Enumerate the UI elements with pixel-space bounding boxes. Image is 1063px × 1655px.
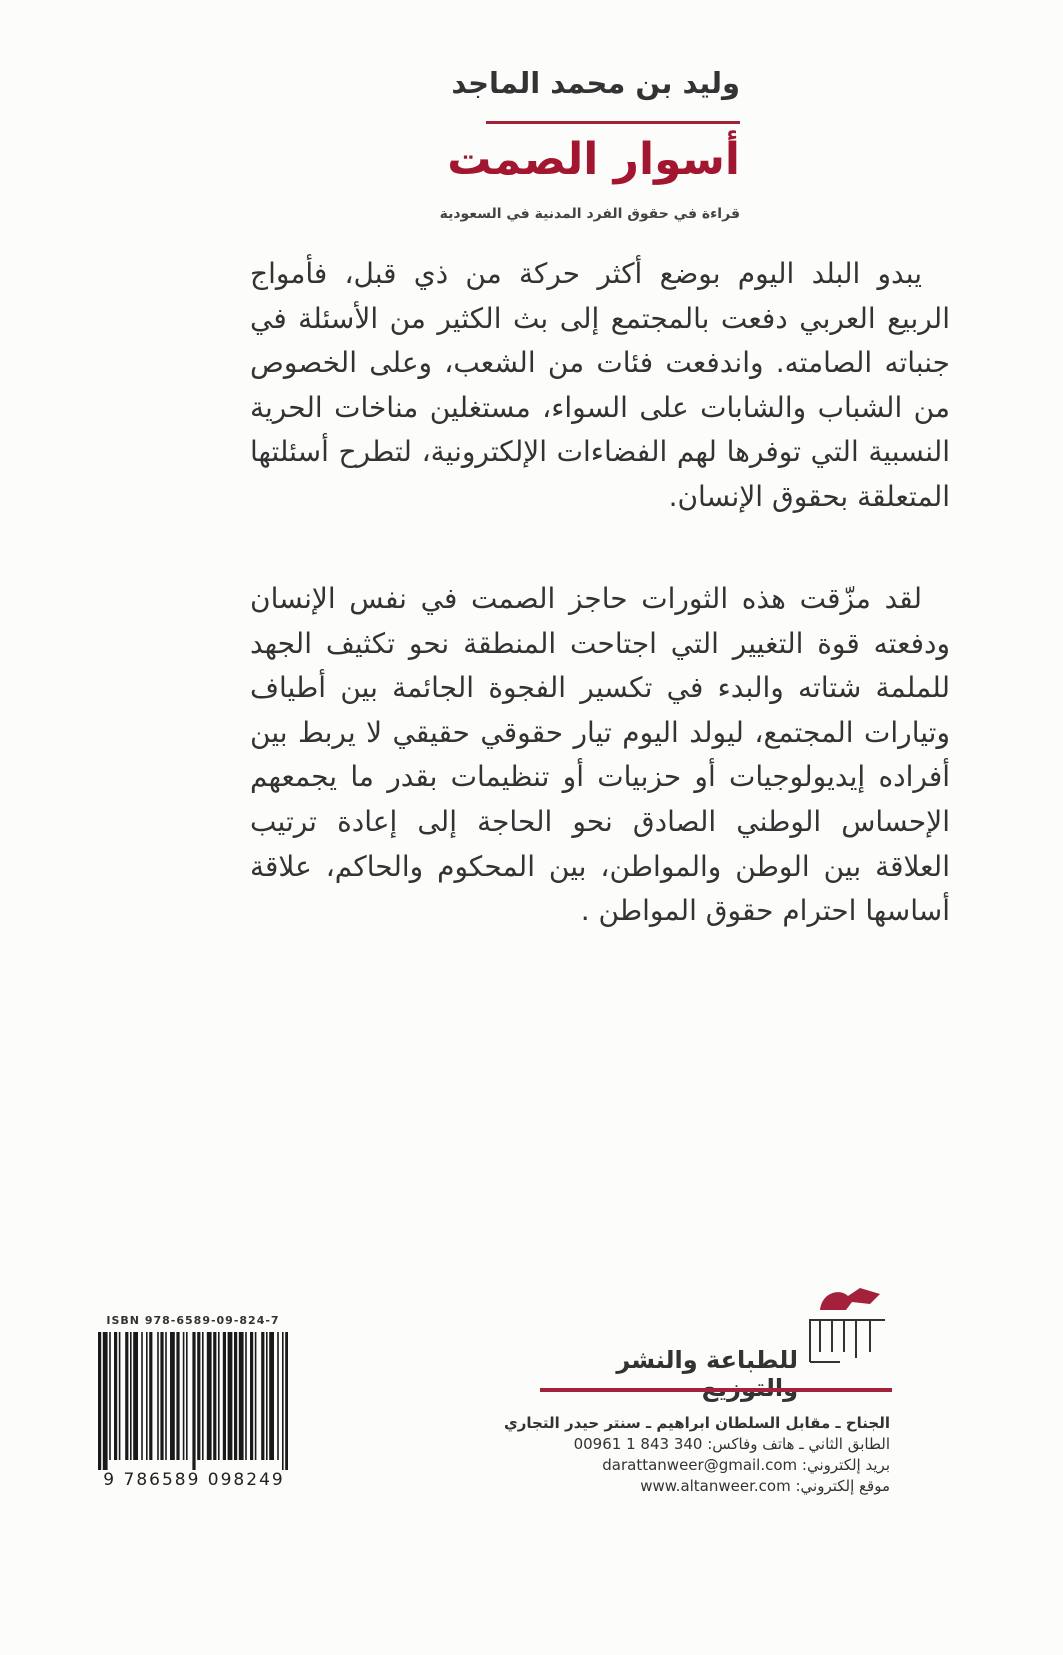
barcode-digits: 9 786589 098249 [103, 1470, 285, 1490]
barcode-bar [255, 1332, 257, 1460]
barcode-bar [218, 1332, 220, 1460]
book-subtitle: قراءة في حقوق الفرد المدنية في السعودية [439, 206, 740, 222]
publisher-name: للطباعة والنشر [616, 1346, 798, 1374]
blurb-paragraph-1 [250, 252, 950, 520]
barcode-bar [133, 1332, 138, 1460]
barcode-bar [266, 1332, 268, 1460]
book-title: أسوار الصمت [447, 134, 740, 185]
barcode-bar [186, 1332, 188, 1460]
author-name: وليد بن محمد الماجد [451, 66, 740, 100]
barcode-bar [183, 1332, 185, 1460]
barcode-bar [277, 1332, 279, 1460]
blurb-line: وتيارات المجتمع، ليولد اليوم تيار حقوقي حقيقي لا يربط بين [250, 715, 950, 749]
blurb-line: النسبية التي توفرها لهم الفضاءات الإلكترونية، لتطرح أسئلتها [250, 435, 950, 469]
barcode-bar [261, 1332, 264, 1460]
barcode-bar [165, 1332, 167, 1460]
publisher-logo-icon [800, 1280, 890, 1365]
barcode-icon [98, 1332, 288, 1470]
blurb-line: جنباته الصامته. واندفعت فئات من الشعب، وعلى الخصوص [250, 346, 950, 380]
barcode-bar [157, 1332, 159, 1460]
barcode-bar [234, 1332, 237, 1460]
blurb-line: أفراده إيديولوجيات أو حزبيات أو تنظيمات بقدر ما يجمعهم [250, 760, 950, 794]
barcode-bar [245, 1332, 247, 1460]
blurb-line: المتعلقة بحقوق الإنسان. [668, 479, 950, 513]
barcode-bar [239, 1332, 244, 1460]
barcode-bar [149, 1332, 152, 1460]
barcode-bar [125, 1332, 128, 1460]
blurb-line: العلاقة بين الوطن والمواطن، بين المحكوم والحاكم، علاقة [250, 849, 950, 883]
barcode-bar [160, 1332, 163, 1460]
barcode-bar [202, 1332, 204, 1460]
title-divider [486, 121, 740, 124]
blurb-line: الإحساس الوطني الصادق نحو الحاجة إلى إعادة ترتيب [250, 804, 950, 838]
address-line-1: الجناح ـ مقابل السلطان ابراهيم ـ سنتر حيدر التجاري [504, 1414, 890, 1432]
publisher-website: موقع إلكتروني: www.altanweer.com [640, 1477, 890, 1495]
blurb-line: من الشباب والشابات على السواء، مستغلين مناخات الحرية [250, 390, 950, 424]
blurb-paragraph-2 [250, 577, 950, 934]
barcode-bar [285, 1332, 288, 1470]
publisher-divider [540, 1388, 892, 1392]
barcode-bar [130, 1332, 132, 1460]
barcode-bar [223, 1332, 226, 1460]
barcode-bar [141, 1332, 143, 1460]
barcode-bar [192, 1332, 195, 1470]
barcode-bar [282, 1332, 284, 1470]
barcode-bar [197, 1332, 200, 1460]
barcode-bar [250, 1332, 253, 1460]
barcode-bar [98, 1332, 101, 1470]
blurb-line: يبدو البلد اليوم بوضع أكثر حركة من ذي قبل، فأمواج [250, 257, 922, 290]
barcode-bar [176, 1332, 179, 1460]
barcode-bar [119, 1332, 121, 1460]
barcode-bar [103, 1332, 108, 1470]
barcode-bar [170, 1332, 175, 1460]
blurb-line: الربيع العربي دفعت بالمجتمع إلى بث الكثير من الأسئلة في [250, 301, 950, 335]
barcode-bar [213, 1332, 216, 1460]
blurb-line: أساسها احترام حقوق المواطن . [580, 894, 950, 928]
barcode-bar [114, 1332, 117, 1460]
barcode-bar [207, 1332, 212, 1460]
address-line-2: الطابق الثاني ـ هاتف وفاكس: 340 843 1 00961 [573, 1435, 890, 1453]
barcode-bar [109, 1332, 111, 1460]
barcode-bar [228, 1332, 233, 1460]
barcode-bar [269, 1332, 274, 1460]
blurb-line: للملمة شتاته والبدء في تكسير الفجوة الجائمة بين أطياف [250, 671, 950, 705]
publisher-email: بريد إلكتروني: darattanweer@gmail.com [602, 1456, 890, 1474]
blurb-line: لقد مزّقت هذه الثورات حاجز الصمت في نفس الإنسان [250, 582, 922, 615]
barcode-bar [146, 1332, 148, 1460]
blurb-line: ودفعته قوة التغيير التي اجتاحت المنطقة نحو تكثيف الجهد [250, 626, 950, 660]
isbn-number: ISBN 978-6589-09-824-7 [106, 1314, 280, 1327]
